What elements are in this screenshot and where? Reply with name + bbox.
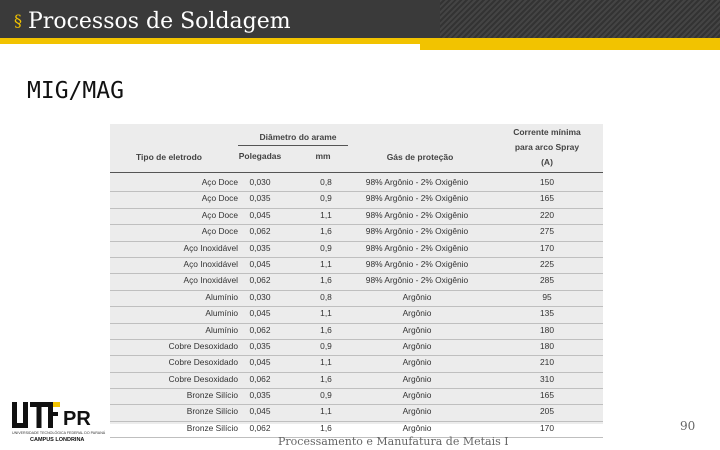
cell-gas: Argônio (402, 373, 432, 384)
cell-gas: Argônio (402, 422, 432, 433)
section-bullet-icon: § (14, 11, 22, 30)
cell-mm: 0,8 (320, 177, 332, 187)
cell-gas: 98% Argônio - 2% Oxigênio (365, 242, 469, 253)
cell-tipo: Aço Doce (201, 209, 238, 220)
table-row (110, 176, 603, 192)
cell-corrente: 310 (540, 373, 554, 384)
cell-tipo: Aço Inoxidável (183, 275, 238, 286)
cell-gas: Argônio (402, 340, 432, 351)
cell-polegadas: 0,062 (249, 373, 271, 384)
cell-corrente: 135 (540, 308, 554, 319)
cell-gas: Argônio (402, 308, 432, 319)
cell-gas: Argônio (402, 324, 432, 335)
table-row (110, 242, 603, 258)
cell-polegadas: 0,045 (249, 406, 271, 417)
table-row (110, 324, 603, 340)
cell-mm: 0,9 (320, 242, 332, 253)
table-row (110, 225, 603, 241)
cell-mm: 1,6 (320, 422, 332, 433)
cell-tipo: Aço Doce (201, 177, 238, 187)
cell-mm: 0,9 (320, 390, 332, 401)
cell-polegadas: 0,035 (249, 193, 271, 204)
header-corrente-line3: (A) (541, 157, 553, 167)
cell-tipo: Alumínio (205, 308, 238, 319)
footer-course-title: Processamento e Manufatura de Metais I (278, 435, 509, 448)
cell-polegadas: 0,062 (249, 324, 271, 335)
page-number: 90 (680, 419, 696, 433)
cell-mm: 1,1 (320, 406, 332, 417)
table-row (110, 340, 603, 356)
cell-corrente: 180 (540, 340, 554, 351)
logo-tagline-text: UNIVERSIDADE TECNOLÓGICA FEDERAL DO PARANÁ (12, 431, 106, 435)
cell-mm: 1,6 (320, 226, 332, 237)
cell-corrente: 170 (540, 422, 554, 433)
cell-mm: 1,6 (320, 373, 332, 384)
cell-tipo: Aço Inoxidável (183, 258, 238, 269)
table-row (110, 405, 603, 421)
cell-mm: 1,1 (320, 357, 332, 368)
cell-tipo: Cobre Desoxidado (168, 340, 238, 351)
cell-gas: Argônio (402, 390, 432, 401)
cell-mm: 1,6 (320, 324, 332, 335)
cell-tipo: Cobre Desoxidado (168, 373, 238, 384)
cell-mm: 0,8 (320, 291, 332, 302)
header-tipo: Tipo de eletrodo (136, 152, 202, 162)
logo-campus-text: CAMPUS LONDRINA (30, 437, 85, 443)
cell-corrente: 165 (540, 193, 554, 204)
cell-gas: 98% Argônio - 2% Oxigênio (365, 258, 469, 269)
table-row (110, 307, 603, 323)
cell-polegadas: 0,045 (249, 357, 271, 368)
header-polegadas: Polegadas (238, 151, 282, 161)
table-row (110, 291, 603, 307)
cell-polegadas: 0,035 (249, 242, 271, 253)
table-row (110, 389, 603, 405)
table-row (110, 209, 603, 225)
cell-mm: 1,1 (320, 258, 332, 269)
cell-gas: 98% Argônio - 2% Oxigênio (365, 177, 469, 187)
cell-corrente: 150 (540, 177, 554, 187)
header-mm: mm (315, 151, 331, 161)
slide-title (14, 9, 291, 34)
cell-tipo: Bronze Silício (186, 406, 238, 417)
cell-polegadas: 0,045 (249, 258, 271, 269)
cell-tipo: Aço Doce (201, 193, 238, 204)
table-row (110, 258, 603, 274)
cell-gas: Argônio (402, 406, 432, 417)
logo-brand-text: PR (63, 408, 91, 430)
header-stripes (440, 0, 720, 38)
cell-corrente: 275 (540, 226, 554, 237)
header-diameter-group: Diâmetro do arame (259, 132, 337, 142)
slide-header (0, 0, 720, 38)
cell-polegadas: 0,045 (249, 308, 271, 319)
cell-mm: 0,9 (320, 340, 332, 351)
cell-corrente: 225 (540, 258, 554, 269)
header-corrente-line1: Corrente mínima (513, 127, 581, 137)
utfpr-logo (10, 401, 110, 443)
cell-polegadas: 0,045 (249, 209, 271, 220)
cell-gas: 98% Argônio - 2% Oxigênio (365, 209, 469, 220)
cell-mm: 1,1 (320, 308, 332, 319)
cell-corrente: 210 (540, 357, 554, 368)
cell-corrente: 95 (542, 291, 552, 302)
cell-corrente: 285 (540, 275, 554, 286)
cell-tipo: Cobre Desoxidado (168, 357, 238, 368)
cell-polegadas: 0,035 (249, 390, 271, 401)
cell-tipo: Aço Doce (201, 226, 238, 237)
cell-gas: 98% Argônio - 2% Oxigênio (365, 193, 469, 204)
table-body (110, 176, 603, 438)
cell-polegadas: 0,030 (249, 291, 271, 302)
cell-tipo: Alumínio (205, 291, 238, 302)
cell-polegadas: 0,062 (249, 422, 271, 433)
cell-gas: Argônio (402, 291, 432, 302)
cell-corrente: 170 (540, 242, 554, 253)
cell-gas: 98% Argônio - 2% Oxigênio (365, 275, 469, 286)
cell-mm: 1,6 (320, 275, 332, 286)
slide-title-text: Processos de Soldagem (28, 9, 291, 34)
slide-subtitle: MIG/MAG (27, 78, 124, 104)
header-corrente-line2: para arco Spray (514, 142, 580, 152)
cell-corrente: 205 (540, 406, 554, 417)
accent-bar-tail (420, 44, 720, 50)
cell-polegadas: 0,062 (249, 275, 271, 286)
cell-mm: 1,1 (320, 209, 332, 220)
table-row (110, 356, 603, 372)
cell-polegadas: 0,035 (249, 340, 271, 351)
cell-corrente: 180 (540, 324, 554, 335)
table-header (110, 124, 603, 174)
cell-tipo: Bronze Silício (186, 390, 238, 401)
cell-polegadas: 0,030 (249, 177, 271, 187)
cell-gas: Argônio (402, 357, 432, 368)
cell-corrente: 165 (540, 390, 554, 401)
cell-tipo: Bronze Silício (186, 422, 238, 433)
cell-tipo: Alumínio (205, 324, 238, 335)
table-row (110, 373, 603, 389)
header-gas: Gás de proteção (386, 152, 454, 162)
cell-tipo: Aço Inoxidável (183, 242, 238, 253)
welding-parameters-table (110, 124, 603, 433)
cell-polegadas: 0,062 (249, 226, 271, 237)
cell-gas: 98% Argônio - 2% Oxigênio (365, 226, 469, 237)
cell-corrente: 220 (540, 209, 554, 220)
table-row (110, 274, 603, 290)
header-bottom-rule (110, 172, 603, 173)
cell-mm: 0,9 (320, 193, 332, 204)
table-row (110, 192, 603, 208)
header-group-rule (238, 145, 348, 146)
